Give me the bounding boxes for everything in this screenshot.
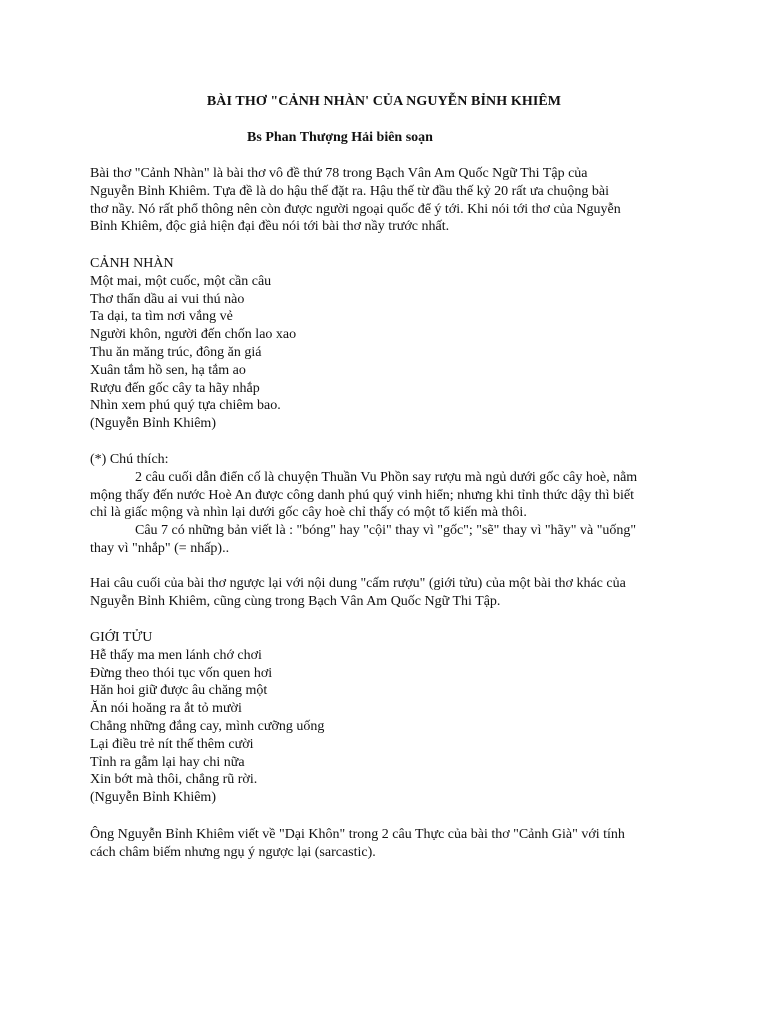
poem-line: Ta dại, ta tìm nơi vắng vẻ bbox=[90, 309, 233, 325]
intro-line: Bài thơ "Cảnh Nhàn" là bài thơ vô đề thứ 78 trong Bạch Vân Am Quốc Ngữ Thi Tập của bbox=[90, 166, 588, 181]
intro-paragraph bbox=[90, 165, 690, 236]
poem-line: Hễ thấy ma men lánh chớ chơi bbox=[90, 647, 262, 663]
intro-line: Bỉnh Khiêm, độc giả hiện đại đều nói tới bài thơ nầy trước nhất. bbox=[90, 219, 450, 235]
notes-heading: (*) Chú thích: bbox=[90, 452, 169, 467]
note-line: chỉ là giấc mộng và nhìn lại dưới gốc cây hoè chỉ thấy có một tổ kiến mà thôi. bbox=[90, 505, 527, 521]
poem-line: Hăn hoi giữ được âu chăng một bbox=[90, 683, 268, 699]
poem-line: Xin bớt mà thôi, chẳng rũ rời. bbox=[90, 772, 258, 788]
poem-line: Nhìn xem phú quý tựa chiêm bao. bbox=[90, 398, 281, 414]
poem-line: Xuân tắm hồ sen, hạ tắm ao bbox=[90, 362, 246, 378]
poem-line: Người khôn, người đến chốn lao xao bbox=[90, 327, 297, 343]
middle-line: Nguyễn Bỉnh Khiêm, cũng cùng trong Bạch Vân Am Quốc Ngữ Thi Tập. bbox=[90, 593, 501, 609]
poem-line: Một mai, một cuốc, một cần câu bbox=[90, 273, 272, 289]
poem-canh-nhan bbox=[90, 255, 690, 433]
middle-paragraph bbox=[90, 575, 690, 611]
note-line: Câu 7 có những bản viết là : "bóng" hay "cội" thay vì "gốc"; "sẽ" thay vì "hãy" và "uống" bbox=[135, 523, 637, 539]
note-line: mộng thấy đến nước Hoè An được công danh phú quý vinh hiển; nhưng khi tỉnh thức dậy thì biết bbox=[90, 487, 635, 503]
poem-line: Tỉnh ra gẫm lại hay chi nữa bbox=[90, 754, 245, 770]
note-line: thay vì "nhắp" (= nhấp).. bbox=[90, 540, 230, 556]
poem-line: Ăn nói hoăng ra ắt tỏ mười bbox=[90, 701, 242, 717]
notes-section bbox=[90, 451, 690, 558]
intro-line: thơ nầy. Nó rất phổ thông nên còn được người ngoại quốc để ý tới. Khi nói tới thơ của Nguyễn bbox=[90, 201, 621, 217]
poem-line: Chẳng những đắng cay, mình cưỡng uống bbox=[90, 718, 325, 734]
poem-heading: GIỚI TỬU bbox=[90, 630, 153, 645]
document-author: Bs Phan Thượng Hải biên soạn bbox=[247, 130, 433, 145]
poem-line: Rượu đến gốc cây ta hãy nhắp bbox=[90, 380, 260, 396]
poem-attribution: (Nguyễn Bỉnh Khiêm) bbox=[90, 416, 216, 432]
closing-paragraph bbox=[90, 826, 690, 862]
poem-attribution: (Nguyễn Bỉnh Khiêm) bbox=[90, 790, 216, 806]
poem-line: Đừng theo thói tục vốn quen hơi bbox=[90, 665, 273, 681]
poem-line: Thơ thẩn dầu ai vui thú nào bbox=[90, 291, 245, 307]
note-line: 2 câu cuối dẫn điển cố là chuyện Thuần Vu Phồn say rượu mà ngủ dưới gốc cây hoè, nằm bbox=[135, 469, 638, 485]
document-title: BÀI THƠ "CẢNH NHÀN' CỦA NGUYỄN BỈNH KHIÊM bbox=[206, 94, 562, 109]
intro-line: Nguyễn Bỉnh Khiêm. Tựa đề là do hậu thế đặt ra. Hậu thế từ đầu thế kỷ 20 rất ưa chuộng bài bbox=[90, 183, 609, 199]
closing-line: Ông Nguyễn Bỉnh Khiêm viết về "Dại Khôn" trong 2 câu Thực của bài thơ "Cảnh Già" với tính bbox=[90, 827, 625, 842]
poem-line: Thu ăn măng trúc, đông ăn giá bbox=[90, 344, 262, 360]
poem-line: Lại điều trẻ nít thế thêm cười bbox=[90, 736, 254, 752]
poem-heading: CẢNH NHÀN bbox=[90, 256, 174, 271]
poem-gioi-tuu bbox=[90, 629, 690, 807]
middle-line: Hai câu cuối của bài thơ ngược lại với nội dung "cấm rượu" (giới tửu) của một bài thơ khác của bbox=[90, 576, 626, 591]
closing-line: cách châm biếm nhưng ngụ ý ngược lại (sarcastic). bbox=[90, 844, 376, 860]
